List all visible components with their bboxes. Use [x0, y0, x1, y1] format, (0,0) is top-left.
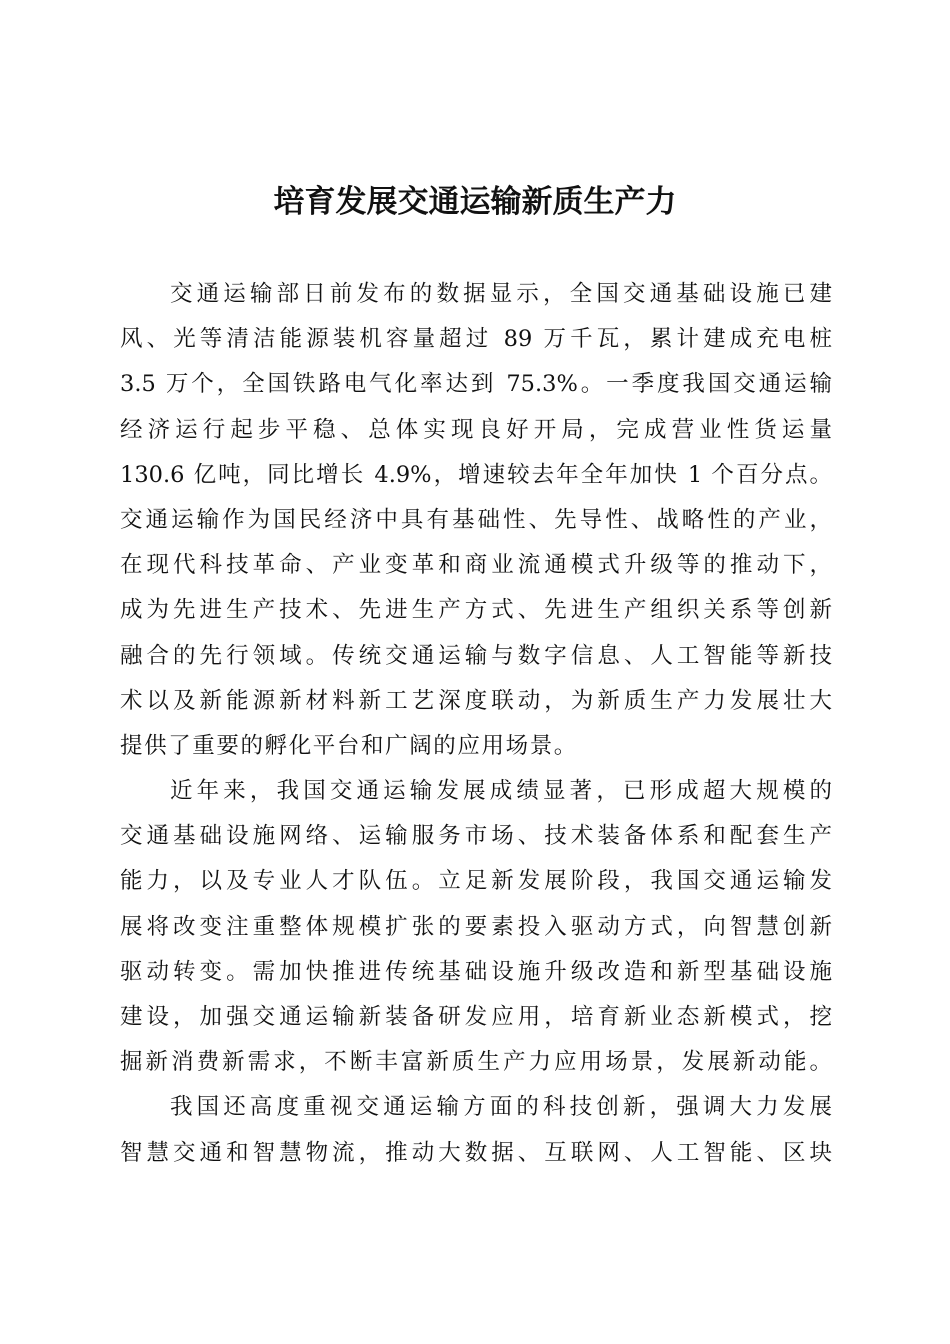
paragraph-2-line: 展将改变注重整体规模扩张的要素投入驱动方式，向智慧创新	[120, 913, 832, 940]
paragraph-2-line: 能力，以及专业人才队伍。立足新发展阶段，我国交通运输发	[120, 868, 832, 895]
paragraph-2-line: 近年来，我国交通运输发展成绩显著，已形成超大规模的	[170, 778, 832, 805]
paragraph-1-line: 风、光等清洁能源装机容量超过 89 万千瓦，累计建成充电桩	[120, 326, 832, 353]
paragraph-1-line: 交通运输作为国民经济中具有基础性、先导性、战略性的产业，	[120, 506, 832, 533]
paragraph-2-line: 驱动转变。需加快推进传统基础设施升级改造和新型基础设施	[120, 958, 832, 985]
paragraph-1-line: 3.5 万个，全国铁路电气化率达到 75.3%。一季度我国交通运输	[120, 371, 832, 398]
paragraph-3-line: 智慧交通和智慧物流，推动大数据、互联网、人工智能、区块	[120, 1139, 832, 1166]
paragraph-2-line: 掘新消费新需求，不断丰富新质生产力应用场景，发展新动能。	[120, 1049, 832, 1076]
paragraph-1-line: 交通运输部日前发布的数据显示，全国交通基础设施已建	[170, 281, 832, 307]
document-title: 培育发展交通运输新质生产力	[273, 184, 677, 220]
paragraph-1-line: 在现代科技革命、产业变革和商业流通模式升级等的推动下，	[120, 552, 832, 579]
document-body	[120, 272, 832, 1176]
paragraph-1-line: 融合的先行领域。传统交通运输与数字信息、人工智能等新技	[120, 642, 832, 669]
paragraph-1-line: 提供了重要的孵化平台和广阔的应用场景。	[120, 732, 578, 759]
paragraph-1-line: 成为先进生产技术、先进生产方式、先进生产组织关系等创新	[120, 597, 832, 624]
paragraph-3-line: 我国还高度重视交通运输方面的科技创新，强调大力发展	[170, 1094, 832, 1121]
paragraph-2-line: 建设，加强交通运输新装备研发应用，培育新业态新模式，挖	[120, 1004, 832, 1030]
paragraph-1-line: 130.6 亿吨，同比增长 4.9%，增速较去年全年加快 1 个百分点。	[120, 461, 832, 488]
paragraph-1-line: 术以及新能源新材料新工艺深度联动，为新质生产力发展壮大	[120, 687, 832, 714]
paragraph-1-line: 经济运行起步平稳、总体实现良好开局，完成营业性货运量	[120, 416, 832, 443]
paragraph-2-line: 交通基础设施网络、运输服务市场、技术装备体系和配套生产	[120, 823, 832, 850]
